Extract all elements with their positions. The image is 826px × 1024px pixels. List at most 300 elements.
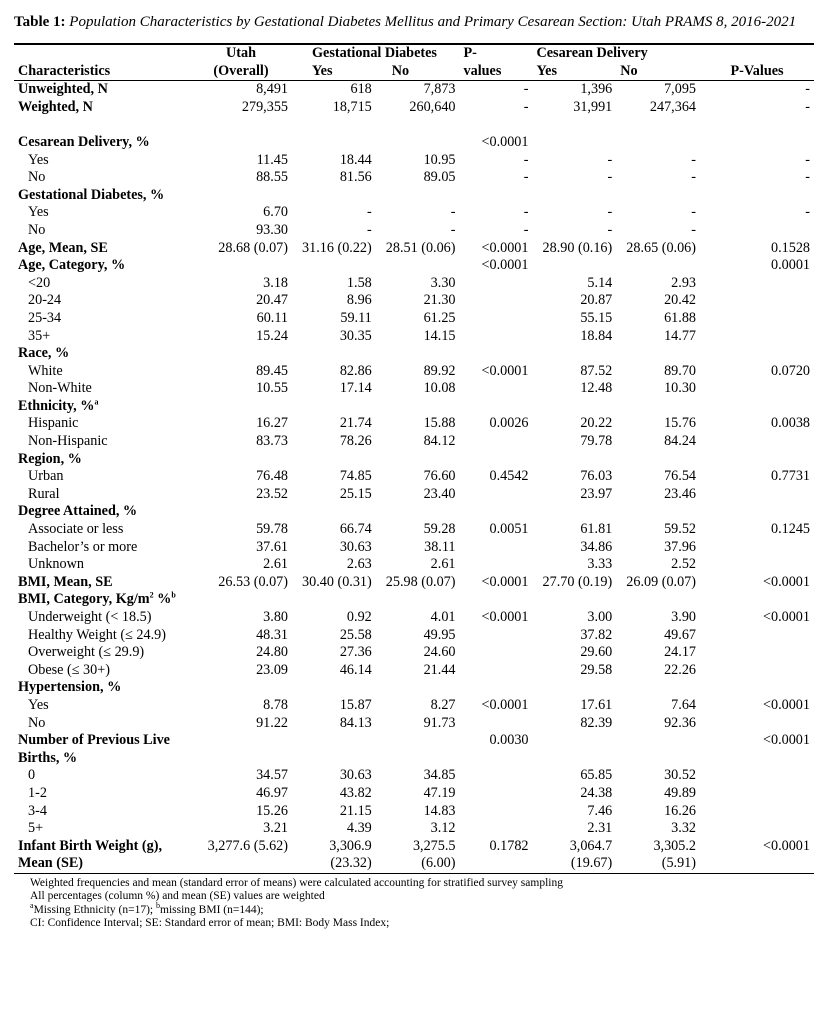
table-cell <box>292 187 376 205</box>
table-cell <box>190 503 292 521</box>
table-cell: 30.52 <box>664 767 696 784</box>
table-row <box>14 644 814 662</box>
table-cell <box>460 503 533 521</box>
table-cell <box>190 257 292 275</box>
table-cell <box>292 345 376 363</box>
table-cell: - <box>805 98 810 115</box>
table-cell: 0.4542 <box>489 468 529 485</box>
table-row <box>14 451 814 469</box>
table-cell: - <box>805 169 810 186</box>
table-cell: 260,640 <box>409 98 456 115</box>
table-cell <box>700 187 814 205</box>
table-cell <box>533 116 617 134</box>
table-cell: 3.30 <box>430 274 456 291</box>
table-cell: 7.64 <box>671 696 696 713</box>
table-cell: 3,064.7 (19.67) <box>533 838 617 874</box>
table-cell: 0.0051 <box>489 521 529 538</box>
table-cell <box>616 187 700 205</box>
table-row <box>14 803 814 821</box>
table-cell: 76.03 <box>580 468 613 485</box>
table-cell: 81.56 <box>339 169 372 186</box>
table-cell: <0.0001 <box>481 362 529 379</box>
table-cell: 15.88 <box>423 415 456 432</box>
row-label: Age, Mean, SE <box>18 239 108 256</box>
table-cell: - <box>607 221 613 238</box>
table-row <box>14 415 814 433</box>
table-row <box>14 275 814 293</box>
table-cell: 92.36 <box>664 714 696 731</box>
footnote-weighting: Weighted frequencies and mean (standard error of means) were calculated accounting for stratified survey sampling <box>30 876 563 889</box>
table-cell: 14.77 <box>664 327 696 344</box>
table-cell <box>292 116 376 134</box>
row-label: Age, Category, % <box>18 257 126 274</box>
table-cell: - <box>607 169 613 186</box>
table-cell: 23.52 <box>256 485 288 502</box>
table-cell: 4.39 <box>346 820 372 837</box>
table-cell: 21.44 <box>423 661 456 678</box>
table-cell: 247,364 <box>649 98 696 115</box>
row-label: White <box>28 362 63 379</box>
table-cell: 10.30 <box>664 380 696 397</box>
table-row <box>14 785 814 803</box>
table-cell: 7,095 <box>664 81 696 98</box>
header-p: P- <box>460 44 533 63</box>
table-cell: 49.95 <box>423 626 456 643</box>
table-row <box>14 81 814 99</box>
table-row <box>14 838 814 874</box>
table-cell: 59.52 <box>664 521 696 538</box>
table-cell <box>190 451 292 469</box>
table-cell: - <box>805 151 810 168</box>
table-cell: 7,873 <box>423 81 456 98</box>
table-cell: 25.98 (0.07) <box>385 573 456 590</box>
table-row <box>14 732 814 767</box>
table-cell <box>376 257 460 275</box>
table-cell: 16.26 <box>664 802 696 819</box>
table-cell: 21.74 <box>339 415 372 432</box>
table-cell <box>700 785 814 803</box>
table-cell <box>460 679 533 697</box>
table-cell: 3.33 <box>587 556 613 573</box>
table-row <box>14 539 814 557</box>
table-cell <box>700 486 814 504</box>
table-cell: 10.08 <box>423 380 456 397</box>
table-cell <box>700 451 814 469</box>
row-label: Race, % <box>18 345 70 362</box>
table-cell: <0.0001 <box>481 696 529 713</box>
table-cell: <0.0001 <box>481 609 529 625</box>
table-cell: 8.27 <box>430 696 456 713</box>
table-cell <box>616 679 700 697</box>
table-cell <box>700 715 814 733</box>
table-row <box>14 152 814 170</box>
header-cd-no: No <box>616 63 700 81</box>
table-cell: 48.31 <box>256 626 288 643</box>
table-cell: - <box>607 151 613 168</box>
row-label: Weighted, N <box>18 98 93 115</box>
table-cell <box>190 116 292 134</box>
row-label: 20-24 <box>28 292 62 309</box>
row-label: Non-White <box>28 380 92 397</box>
table-row <box>14 292 814 310</box>
table-cell <box>533 257 617 275</box>
table-cell: 31,991 <box>573 98 613 115</box>
table-cell: 46.97 <box>256 784 288 801</box>
table-cell: 2.61 <box>430 556 456 573</box>
table-cell: 12.48 <box>580 380 613 397</box>
table-row <box>14 328 814 346</box>
table-cell <box>533 187 617 205</box>
table-cell <box>616 257 700 275</box>
table-cell <box>460 627 533 645</box>
table-cell: 17.14 <box>339 380 372 397</box>
row-label: 1-2 <box>28 784 47 801</box>
table-cell <box>292 451 376 469</box>
table-cell: - <box>691 169 696 186</box>
table-cell: 28.68 (0.07) <box>218 239 288 256</box>
table-cell: 21.30 <box>423 292 456 309</box>
row-label: Healthy Weight (≤ 24.9) <box>28 626 166 643</box>
table-cell <box>292 679 376 697</box>
table-cell <box>460 328 533 346</box>
table-row <box>14 486 814 504</box>
row-label: 25-34 <box>28 309 62 326</box>
table-cell: 11.45 <box>256 151 288 168</box>
table-cell: 18.44 <box>339 151 372 168</box>
table-cell: 87.52 <box>580 362 613 379</box>
table-cell: 23.09 <box>256 661 288 678</box>
table-cell <box>376 134 460 152</box>
table-cell <box>700 398 814 416</box>
table-cell <box>376 451 460 469</box>
table-cell: - <box>523 81 529 98</box>
table-cell: 55.15 <box>580 309 613 326</box>
table-cell: 17.61 <box>580 696 613 713</box>
table-cell: 23.40 <box>423 485 456 502</box>
table-cell <box>460 539 533 557</box>
table-cell: 37.61 <box>256 538 288 555</box>
table-row <box>14 310 814 328</box>
table-row <box>14 240 814 258</box>
table-cell: 14.15 <box>423 327 456 344</box>
table-cell <box>460 345 533 363</box>
row-label: BMI, Mean, SE <box>18 573 113 590</box>
row-label: Bachelor’s or more <box>28 538 138 555</box>
table-cell <box>700 503 814 521</box>
table-cell <box>700 679 814 697</box>
table-row <box>14 767 814 785</box>
table-cell: 16.27 <box>256 415 288 432</box>
table-cell: 28.90 (0.16) <box>542 239 613 256</box>
table-row <box>14 363 814 381</box>
footnote-missing: $^a$Missing Ethnicity (n=17); $^b$missing BMI (n=144); <box>30 901 264 916</box>
table-cell: 74.85 <box>339 468 372 485</box>
table-cell: <0.0001 <box>700 838 814 874</box>
table-cell: 15.26 <box>256 802 288 819</box>
table-cell <box>460 310 533 328</box>
table-cell <box>460 591 533 609</box>
population-characteristics-table <box>14 43 814 874</box>
table-cell: 84.13 <box>339 714 372 731</box>
table-cell: 43.82 <box>339 784 372 801</box>
table-cell: 0.0001 <box>770 257 810 274</box>
table-cell: 26.53 (0.07) <box>218 573 288 590</box>
table-cell: 65.85 <box>580 767 613 784</box>
table-cell <box>292 257 376 275</box>
table-cell: 26.09 (0.07) <box>626 573 696 590</box>
table-cell: 6.70 <box>263 204 288 221</box>
table-cell: 2.93 <box>671 274 696 291</box>
table-cell: 3.18 <box>263 274 288 291</box>
row-label: Urban <box>28 468 64 485</box>
table-cell: - <box>523 221 529 238</box>
table-cell: 618 <box>350 81 372 98</box>
row-label: No <box>28 221 46 238</box>
table-cell <box>292 503 376 521</box>
table-cell <box>616 116 700 134</box>
table-cell: 66.74 <box>339 521 372 538</box>
table-cell <box>700 275 814 293</box>
header-gd-yes: Yes <box>292 63 376 81</box>
row-label: Region, % <box>18 450 82 467</box>
table-cell: 5.14 <box>587 274 613 291</box>
table-row <box>14 433 814 451</box>
table-row <box>14 591 814 609</box>
header-cd-yes: Yes <box>533 63 617 81</box>
table-row <box>14 468 814 486</box>
table-cell: 3,306.9 (23.32) <box>292 838 376 874</box>
row-label: <20 <box>28 274 51 291</box>
table-caption: Population Characteristics by Gestational Diabetes Mellitus and Primary Cesarean Section: Utah PRAMS 8, 2016-2021 <box>69 14 797 30</box>
table-cell: 47.19 <box>423 784 456 801</box>
table-cell <box>460 803 533 821</box>
table-cell: <0.0001 <box>762 609 810 625</box>
table-cell: - <box>523 204 529 221</box>
table-cell <box>700 222 814 240</box>
table-row <box>14 697 814 715</box>
table-cell: 30.63 <box>339 538 372 555</box>
table-cell <box>533 345 617 363</box>
table-cell: 20.87 <box>580 292 613 309</box>
row-label: Unknown <box>28 556 84 573</box>
table-cell: 84.24 <box>664 433 696 450</box>
table-cell: - <box>450 204 456 221</box>
table-row <box>14 222 814 240</box>
table-cell <box>616 134 700 152</box>
table-row <box>14 679 814 697</box>
header-row-1 <box>14 44 814 63</box>
row-label: Yes <box>28 696 49 713</box>
table-cell: 34.85 <box>423 767 456 784</box>
table-cell <box>533 591 617 609</box>
table-cell <box>700 345 814 363</box>
table-cell: 8,491 <box>256 81 288 98</box>
table-cell: 7.46 <box>587 802 613 819</box>
table-cell <box>190 732 292 767</box>
table-cell: - <box>367 204 372 221</box>
table-cell: 30.35 <box>339 327 372 344</box>
table-row <box>14 134 814 152</box>
table-cell: 3,275.5 (6.00) <box>376 838 460 874</box>
table-cell: 61.25 <box>423 309 456 326</box>
table-cell <box>460 187 533 205</box>
table-cell <box>190 134 292 152</box>
table-cell: 15.24 <box>256 327 288 344</box>
table-row <box>14 627 814 645</box>
table-cell <box>460 292 533 310</box>
table-row <box>14 398 814 416</box>
table-cell <box>533 503 617 521</box>
table-cell <box>460 644 533 662</box>
row-label: 35+ <box>28 327 51 344</box>
table-cell: <0.0001 <box>762 732 810 749</box>
table-cell <box>460 486 533 504</box>
row-label: Number of Previous Live Births, % <box>18 732 170 766</box>
table-cell: - <box>367 221 372 238</box>
table-cell: 20.47 <box>256 292 288 309</box>
table-row <box>14 820 814 838</box>
row-label: Hispanic <box>28 415 79 432</box>
table-cell: 3.90 <box>671 609 696 625</box>
table-row <box>14 380 814 398</box>
table-cell <box>460 433 533 451</box>
table-cell <box>700 767 814 785</box>
table-cell: 0.0038 <box>770 415 810 432</box>
table-cell: 34.57 <box>256 767 288 784</box>
table-cell: 59.28 <box>423 521 456 538</box>
table-cell: 1,396 <box>580 81 613 98</box>
table-cell <box>376 116 460 134</box>
table-cell: 49.89 <box>664 784 696 801</box>
table-cell: 0.1528 <box>770 239 810 256</box>
table-cell <box>376 591 460 609</box>
table-cell: 23.97 <box>580 485 613 502</box>
row-label: Yes <box>28 204 49 221</box>
table-cell <box>376 503 460 521</box>
table-row <box>14 169 814 187</box>
table-cell <box>190 591 292 609</box>
table-cell: 22.26 <box>664 661 696 678</box>
table-cell <box>616 398 700 416</box>
table-cell: 3.00 <box>587 609 613 625</box>
row-label: Non-Hispanic <box>28 433 108 450</box>
header-values: values <box>460 63 533 81</box>
table-cell: 29.60 <box>580 644 613 661</box>
table-cell: 25.58 <box>339 626 372 643</box>
table-cell: 38.11 <box>424 538 456 555</box>
table-cell <box>460 556 533 574</box>
table-cell <box>700 328 814 346</box>
table-cell <box>616 503 700 521</box>
table-cell: 24.17 <box>664 644 696 661</box>
table-cell: 89.70 <box>664 362 696 379</box>
table-cell: 4.01 <box>430 609 456 625</box>
table-cell: 2.31 <box>587 820 613 837</box>
table-cell: 0.1245 <box>770 521 810 538</box>
row-label: Ethnicity, %$^a$ <box>18 397 99 414</box>
table-cell: 3.32 <box>671 820 696 837</box>
row-label: Rural <box>28 485 60 502</box>
table-cell: - <box>450 221 456 238</box>
table-cell: 91.73 <box>423 714 456 731</box>
table-cell: 76.60 <box>423 468 456 485</box>
table-row <box>14 503 814 521</box>
table-number: Table 1: <box>14 14 66 30</box>
table-cell <box>460 116 533 134</box>
table-cell <box>190 398 292 416</box>
table-cell: 3,277.6 (5.62) <box>190 838 292 874</box>
table-cell: 93.30 <box>256 221 288 238</box>
table-cell: <0.0001 <box>762 696 810 713</box>
row-label: Hypertension, % <box>18 679 122 696</box>
table-cell <box>700 662 814 680</box>
table-cell: 31.16 (0.22) <box>302 239 372 256</box>
table-cell: 0.0030 <box>489 732 529 749</box>
row-label: Obese (≤ 30+) <box>28 661 110 678</box>
table-cell: 0.0720 <box>770 362 810 379</box>
table-cell: 84.12 <box>423 433 456 450</box>
table-cell: 18,715 <box>332 98 372 115</box>
table-cell: 89.45 <box>256 362 288 379</box>
table-cell <box>616 591 700 609</box>
table-cell <box>616 451 700 469</box>
table-cell <box>700 644 814 662</box>
table-cell <box>460 715 533 733</box>
table-cell: 23.46 <box>664 485 696 502</box>
table-cell <box>460 398 533 416</box>
table-cell <box>190 679 292 697</box>
table-row <box>14 521 814 539</box>
table-cell <box>190 345 292 363</box>
table-row <box>14 556 814 574</box>
table-cell: - <box>805 204 810 221</box>
table-cell <box>376 679 460 697</box>
table-cell: 1.58 <box>346 274 372 291</box>
table-cell <box>376 187 460 205</box>
table-cell <box>700 292 814 310</box>
table-cell: 49.67 <box>664 626 696 643</box>
spacer-row <box>14 116 814 134</box>
table-cell: 61.88 <box>664 309 696 326</box>
table-cell <box>376 398 460 416</box>
table-cell <box>700 116 814 134</box>
table-cell: 60.11 <box>256 309 288 326</box>
table-cell: 27.36 <box>339 644 372 661</box>
table-cell: <0.0001 <box>481 573 529 590</box>
table-cell: 24.38 <box>580 784 613 801</box>
table-cell: 59.11 <box>340 309 372 326</box>
row-label: Underweight (< 18.5) <box>28 609 152 625</box>
table-row <box>14 715 814 733</box>
table-cell: - <box>691 204 696 221</box>
row-label: Degree Attained, % <box>18 503 138 520</box>
table-cell <box>460 820 533 838</box>
row-label: Cesarean Delivery, % <box>18 133 150 150</box>
header-p-values: P-Values <box>700 63 814 81</box>
row-label: No <box>28 169 46 186</box>
table-cell: 76.54 <box>664 468 696 485</box>
table-cell: 18.84 <box>580 327 613 344</box>
table-cell <box>460 275 533 293</box>
row-label: Infant Birth Weight (g), Mean (SE) <box>14 838 190 874</box>
row-label: 0 <box>28 767 36 784</box>
table-cell: - <box>805 81 810 98</box>
table-cell: 59.78 <box>256 521 288 538</box>
table-cell: 0.0026 <box>489 415 529 432</box>
table-cell: 3.12 <box>430 820 456 837</box>
footnote-percentages: All percentages (column %) and mean (SE) values are weighted <box>30 890 325 903</box>
header-row-2 <box>14 63 814 81</box>
